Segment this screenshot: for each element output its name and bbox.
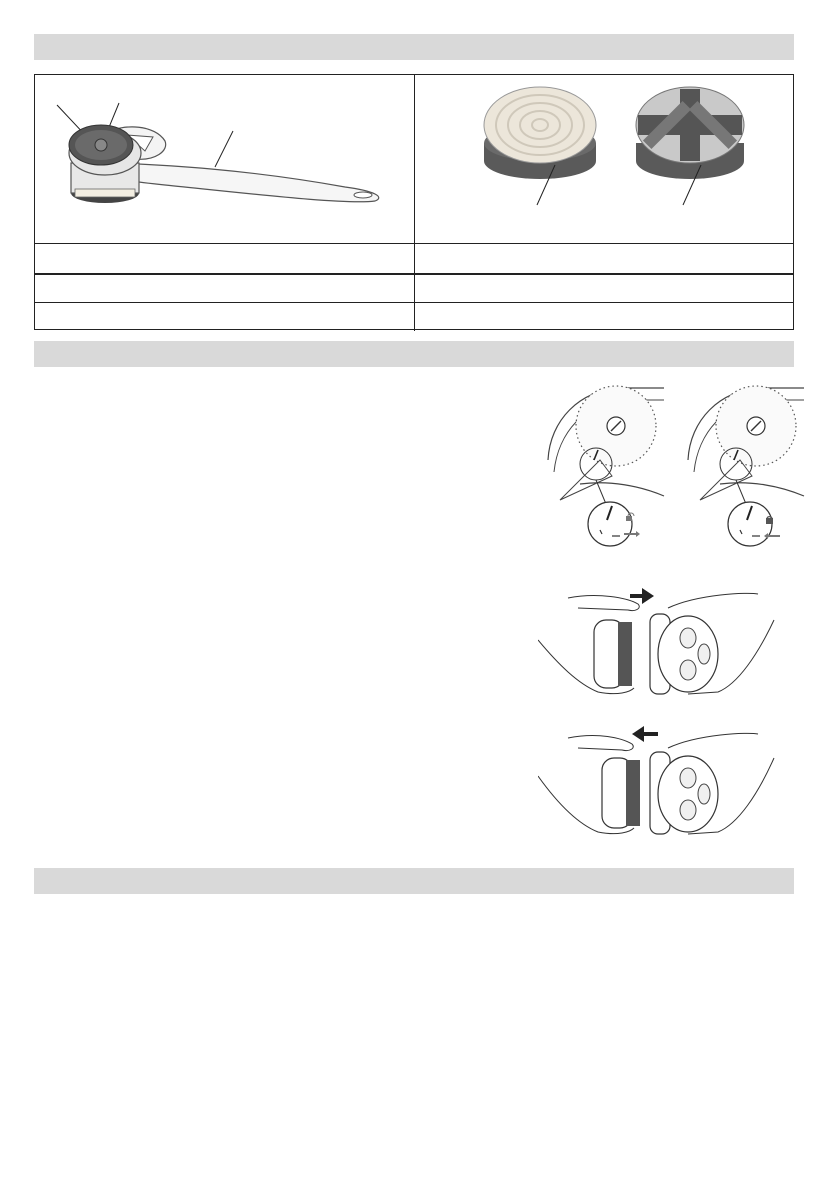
table-cell bbox=[41, 277, 411, 299]
table-cell bbox=[41, 247, 411, 269]
table-cell bbox=[41, 306, 411, 328]
device-illustration bbox=[45, 93, 395, 223]
brush-heads-illustration bbox=[465, 83, 765, 233]
table-cell bbox=[421, 277, 791, 299]
detach-brush-head-illustration bbox=[538, 584, 776, 708]
section-header-1 bbox=[34, 34, 794, 60]
section-header-2 bbox=[34, 341, 794, 367]
attach-brush-head-illustration bbox=[538, 720, 776, 850]
table-cell bbox=[421, 247, 791, 269]
section-header-3 bbox=[34, 868, 794, 894]
parts-table bbox=[34, 74, 794, 330]
lock-position-illustration bbox=[680, 380, 812, 552]
table-cell bbox=[421, 306, 791, 328]
unlock-position-illustration bbox=[540, 380, 672, 552]
